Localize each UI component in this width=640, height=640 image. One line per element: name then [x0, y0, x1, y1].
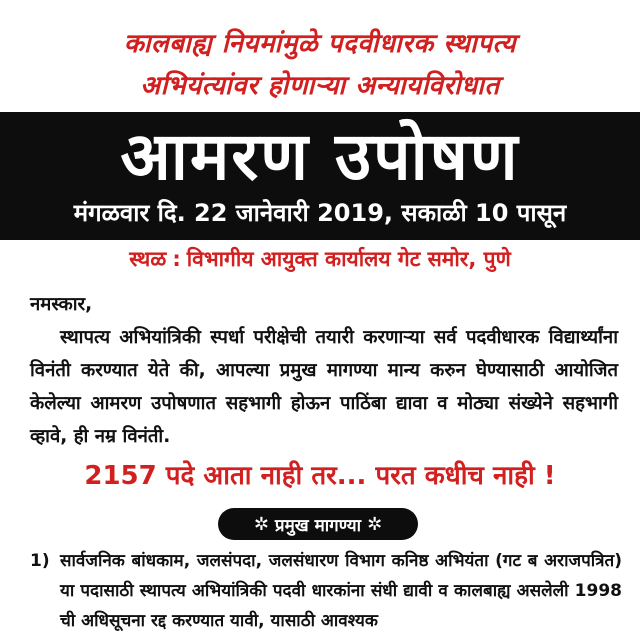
venue-place: विभागीय आयुक्त कार्यालय गेट समोर, पुणे	[186, 247, 511, 271]
slogan: 2157 पदे आता नाही तर... परत कधीच नाही !	[84, 461, 556, 491]
letter-paragraph: स्थापत्य अभियांत्रिकी स्पर्धा परीक्षेची तयारी करणाऱ्या सर्व पदवीधारक विद्यार्थ्यांना विनंती करण्यात येते की, आपल्या प्रमुख मागण्या मान्य करुन घेण्यासाठी आयोजित केलेल्या आमरण उपोषणात सहभागी होऊन पाठिंबा द्यावा व मोठ्या संख्येने सहभागी व्हावे, ही नम्र विनंती.	[30, 327, 618, 447]
demand-text: सार्वजनिक बांधकाम, जलसंपदा, जलसंधारण विभाग कनिष्ठ अभियंता (गट ब अराजपत्रित) या पदासाठी स्थापत्य अभियांत्रिकी पदवी धारकांना संधी द्यावी व कालबाह्य असलेली 1998 ची अधिसूचना रद्द करण्यात यावी, यासाठी आवश्यक	[60, 551, 622, 631]
letter-body	[30, 288, 618, 453]
banner-title: आमरण उपोषण	[120, 118, 520, 195]
demands-heading-pill	[218, 508, 418, 540]
venue-label: स्थळ	[129, 247, 167, 271]
demands-heading: प्रमुख मागण्या	[274, 515, 362, 536]
headline-line-1: कालबाह्य नियमांमुळे पदवीधारक स्थापत्य	[123, 29, 517, 59]
venue-line	[0, 245, 640, 273]
title-banner	[0, 112, 640, 240]
headline-line-2: अभियंत्यांवर होणाऱ्या अन्यायविरोधात	[140, 71, 500, 101]
banner-datetime: मंगळवार दि. 22 जानेवारी 2019, सकाळी 10 पासून	[73, 199, 567, 227]
star-icon: ✲	[367, 513, 383, 535]
demand-item	[30, 546, 622, 636]
venue-separator: :	[172, 247, 181, 271]
star-icon: ✲	[253, 513, 269, 535]
letter-greeting: नमस्कार,	[30, 294, 93, 315]
demand-number: 1)	[30, 551, 50, 571]
